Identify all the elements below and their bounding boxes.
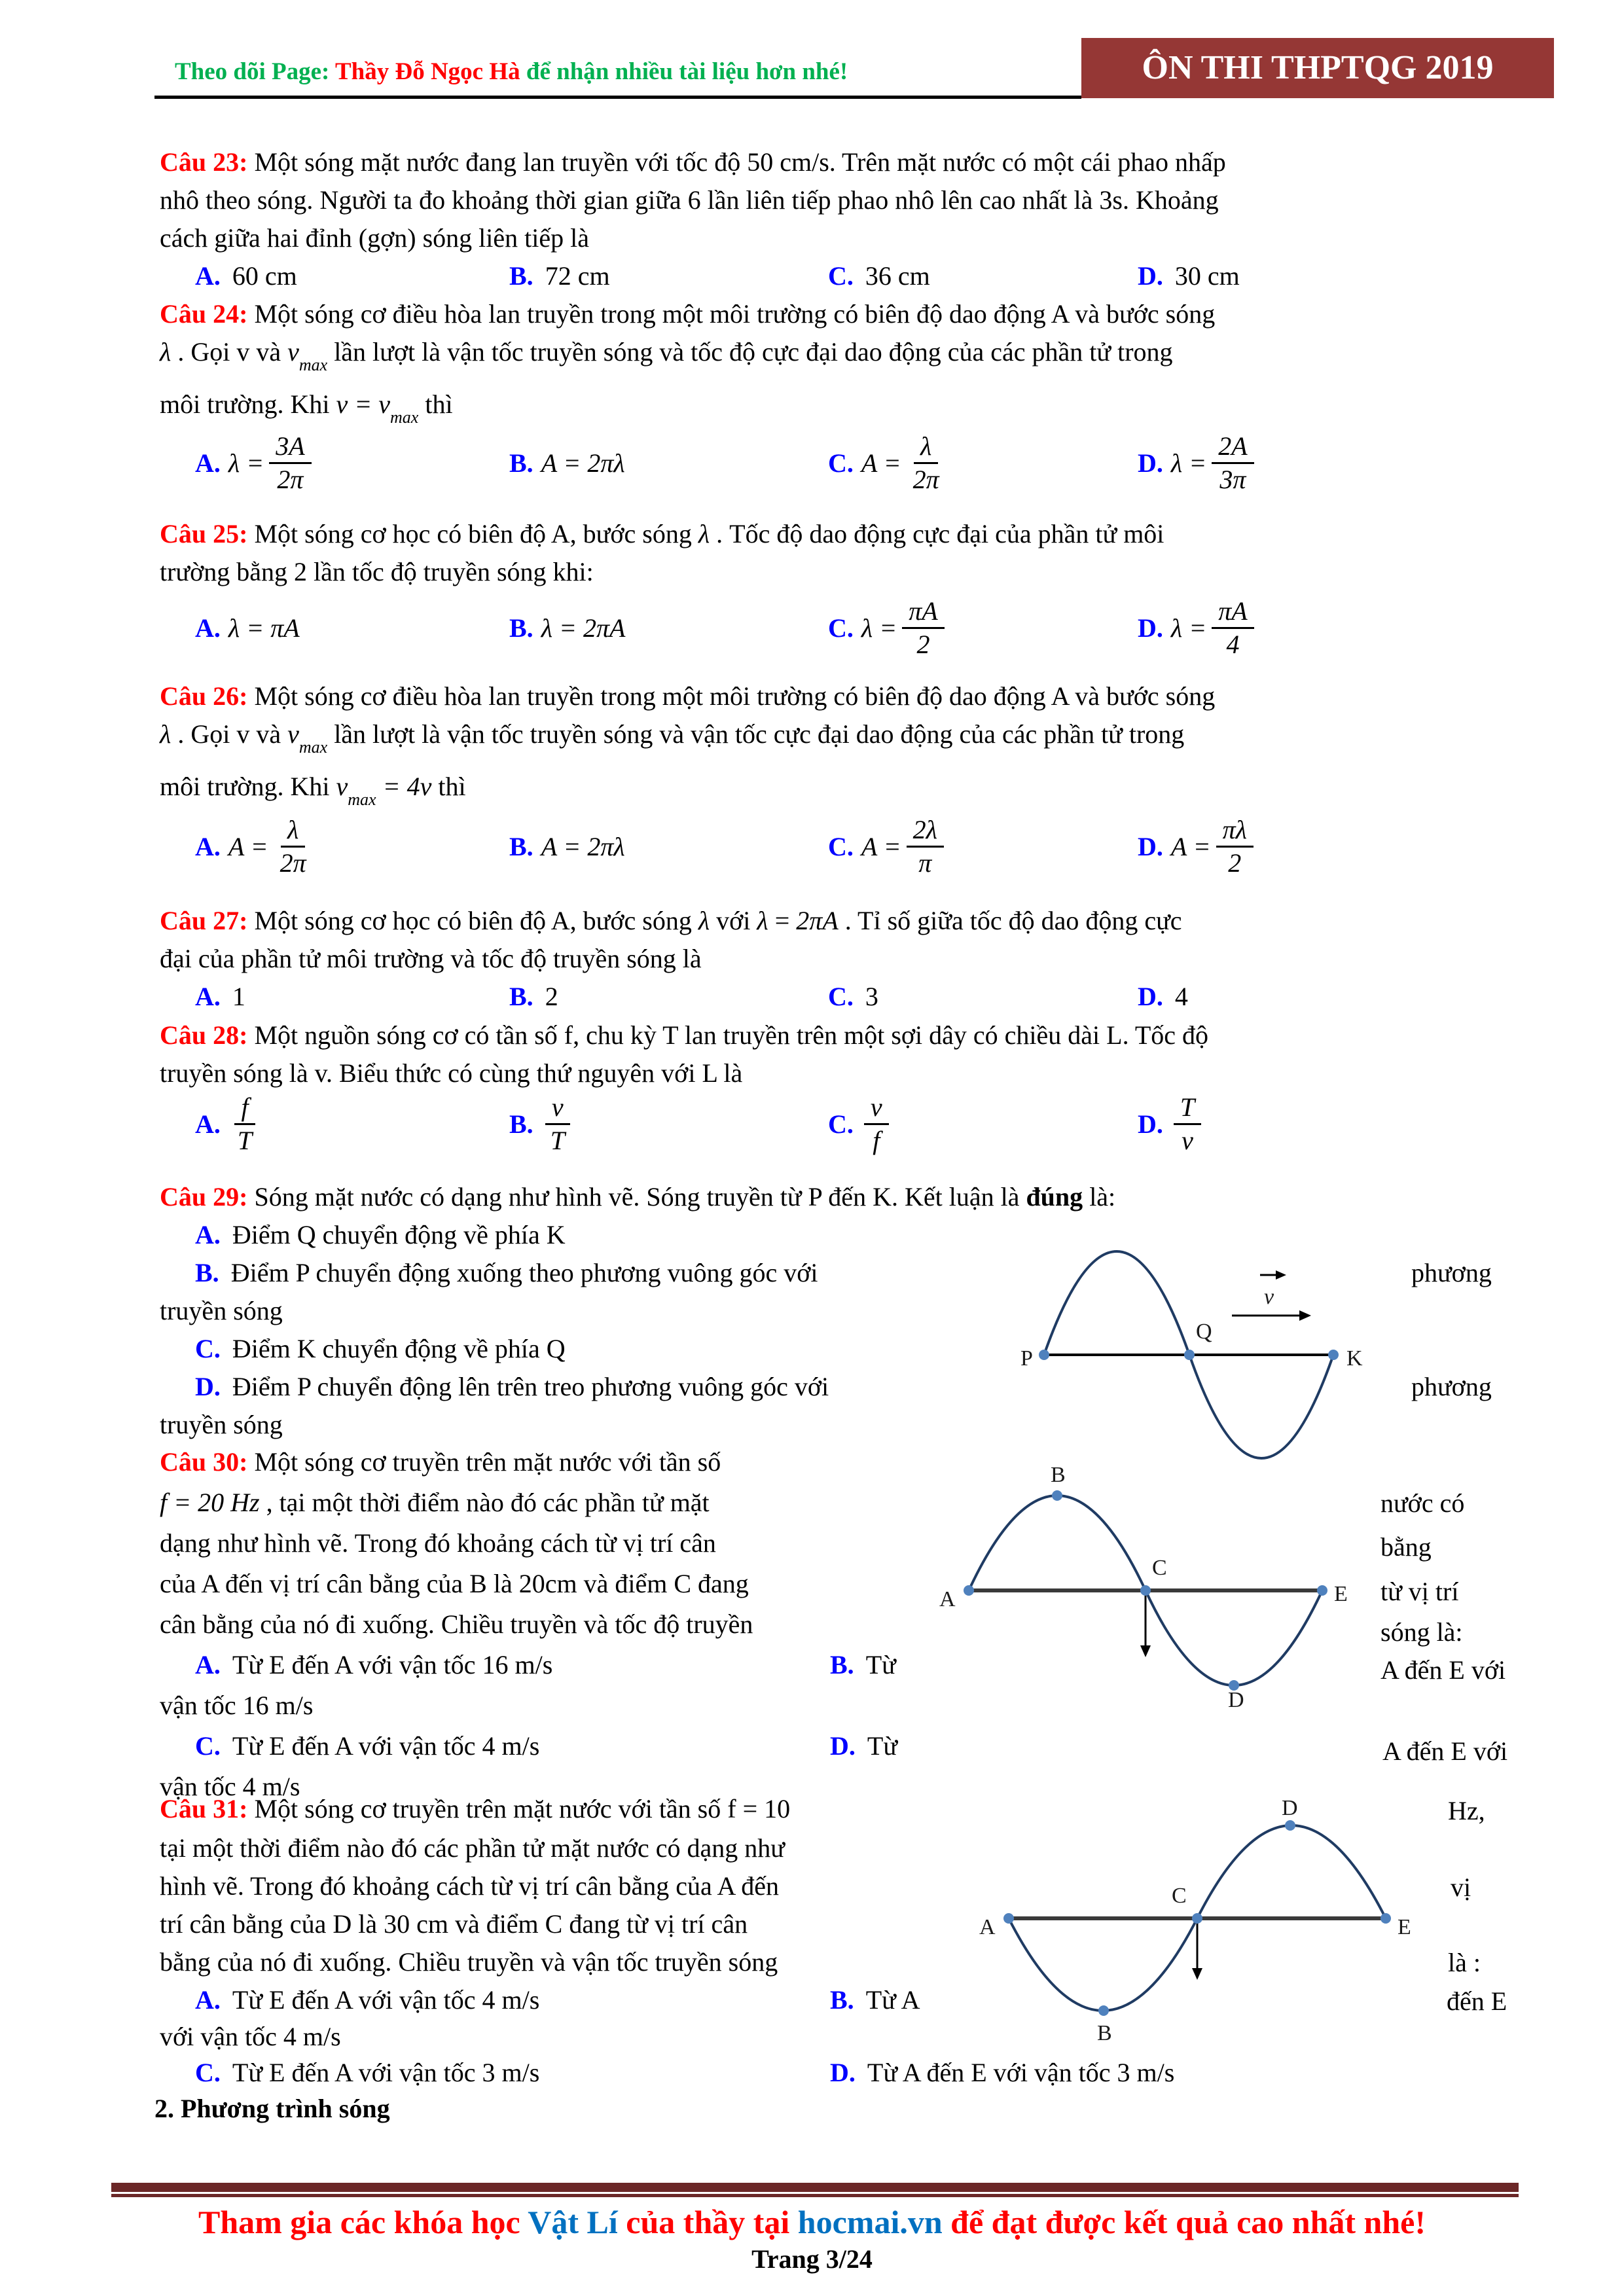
q28-option-d (1138, 1086, 1201, 1162)
point-label-K: K (1346, 1346, 1363, 1371)
text-segment: . Gọi v và (171, 337, 288, 367)
text-segment: bằng của nó đi xuống. Chiều truyền và vận tốc truyền sóng (160, 1947, 778, 1977)
text-segment: truyền sóng (160, 1296, 283, 1325)
q24-option-b (509, 425, 625, 501)
text-segment: λ (698, 519, 710, 548)
q30-line-3 (160, 1528, 716, 1559)
q23-line-3 (160, 223, 589, 254)
text-segment: 30 cm (1174, 261, 1240, 291)
text-segment: trí cân bằng của D là 30 cm và điểm C đang từ vị trí cân (160, 1909, 748, 1939)
q30-option-b-wrap (160, 1690, 313, 1721)
fraction (1212, 598, 1254, 658)
text-segment: Tham gia các khóa học (198, 2204, 528, 2240)
text-segment: A. (195, 1650, 227, 1679)
text-segment: tại một thời điểm nào đó các phần tử mặt nước có dạng như (160, 1833, 785, 1863)
fraction-denominator: v (1182, 1126, 1193, 1155)
q23-option-c (828, 260, 930, 292)
text-segment: của thầy tại (617, 2204, 798, 2240)
q25-line-2 (160, 556, 594, 588)
text-segment: Câu 31: (160, 1794, 255, 1823)
text-segment: cân bằng của nó đi xuống. Chiều truyền và tốc độ truyền (160, 1609, 753, 1639)
q26-option-c (828, 809, 944, 884)
fraction-numerator: 3A (269, 433, 311, 464)
option-letter: B. (509, 613, 533, 643)
text-segment: để nhận nhiều tài liệu hơn nhé! (526, 58, 848, 85)
fraction-denominator: 4 (1226, 630, 1240, 659)
text-segment: B. (509, 982, 540, 1011)
text-segment: vận tốc 4 m/s (160, 1772, 300, 1801)
formula-lhs: A = (1170, 832, 1211, 861)
text-segment: max (390, 408, 419, 427)
text-segment: Điểm Q chuyển động về phía K (232, 1220, 566, 1249)
q29-wrap-word-2: phương (1411, 1372, 1492, 1401)
text-segment: C. (828, 982, 860, 1011)
option-letter: C. (828, 832, 854, 861)
fraction-numerator: λ (914, 433, 938, 464)
text-segment: . Tỉ số giữa tốc độ dao động cực (838, 906, 1182, 935)
text-segment: môi trường. Khi (160, 389, 336, 419)
text-segment: Câu 30: (160, 1447, 255, 1477)
text-segment: Vật Lí (528, 2204, 618, 2240)
text-segment: 60 cm (232, 261, 297, 291)
formula-text: λ = πA (228, 613, 300, 643)
q31-line-3 (160, 1871, 779, 1902)
text-segment: 2πA (796, 906, 839, 935)
fraction (1216, 816, 1254, 877)
text-segment: đại của phần tử môi trường và tốc độ truyền sóng là (160, 944, 702, 973)
formula-text: A = 2πλ (541, 832, 625, 861)
fraction-denominator: 2π (280, 848, 306, 878)
text-segment: Từ E đến A với vận tốc 16 m/s (232, 1650, 553, 1679)
fraction-numerator: πA (1212, 598, 1254, 629)
text-segment: với (710, 906, 757, 935)
text-segment: truyền sóng (160, 1410, 283, 1439)
formula-lhs: λ = (1170, 448, 1207, 478)
text-segment: max (298, 355, 328, 374)
fraction (1212, 433, 1254, 493)
text-segment: λ (757, 906, 768, 935)
point-label-B: B (1097, 2021, 1112, 2045)
q23-option-a (195, 260, 297, 292)
fraction (544, 1094, 571, 1155)
text-segment: Từ E đến A với vận tốc 4 m/s (232, 1731, 540, 1761)
q31-line-2 (160, 1833, 785, 1864)
text-segment: trường bằng 2 lần tốc độ truyền sóng khi: (160, 557, 594, 586)
text-segment: Thầy Đỗ Ngọc Hà (334, 58, 526, 85)
point-dot-B (1098, 2005, 1109, 2016)
q27-line-2 (160, 943, 702, 975)
text-segment: Một sóng cơ học có biên độ A, bước sóng (254, 906, 698, 935)
fraction-denominator: π (918, 848, 932, 878)
q31-line-1 (160, 1793, 790, 1825)
formula-text: λ = 2πA (541, 613, 626, 643)
fraction (269, 433, 311, 493)
text-segment: Câu 28: (160, 1020, 255, 1050)
q31-option-d (830, 2057, 1174, 2089)
fraction (864, 1094, 889, 1155)
q25-option-d (1138, 590, 1254, 666)
fraction-denominator: 2 (1228, 848, 1242, 878)
text-segment: D. (830, 2058, 862, 2087)
formula-lhs: A = (861, 832, 901, 861)
text-segment: để đạt được kết quả cao nhất nhé! (942, 2204, 1426, 2240)
q25-line-1 (160, 518, 1164, 550)
text-segment: Từ A (865, 1985, 920, 2015)
fraction (907, 816, 944, 877)
q30-option-b (830, 1649, 896, 1681)
fraction-denominator: T (237, 1126, 253, 1155)
text-segment: Một sóng cơ truyền trên mặt nước với tần số (254, 1447, 721, 1477)
q31-wrap-word-4: đến E (1447, 1986, 1507, 2016)
point-label-A: A (979, 1915, 996, 1939)
page-number: Trang 3/24 (751, 2244, 873, 2274)
fraction-numerator: T (1174, 1094, 1201, 1125)
text-segment: max (298, 738, 328, 757)
text-segment: A. (195, 261, 227, 291)
option-letter: B. (509, 448, 533, 478)
q29-option-a (195, 1219, 566, 1251)
option-letter: D. (1138, 1109, 1163, 1139)
q31-wrap-word-2: vị (1451, 1873, 1471, 1902)
point-label-C: C (1172, 1884, 1187, 1908)
formula-text: A = 2πλ (541, 448, 625, 478)
q27-option-d (1138, 981, 1188, 1013)
wave-figure-q30 (936, 1466, 1355, 1708)
q30-wrap-word-5: A đến E với (1380, 1655, 1506, 1685)
fraction-denominator: T (550, 1126, 565, 1155)
text-segment: Câu 27: (160, 906, 255, 935)
q31-option-b (830, 1984, 920, 2016)
option-letter: D. (1138, 448, 1163, 478)
point-dot-Q (1184, 1350, 1195, 1360)
q30-line-5 (160, 1609, 753, 1640)
text-segment: thì (431, 772, 466, 801)
q28-line-1 (160, 1020, 1208, 1051)
text-segment: Từ (867, 1731, 898, 1761)
q23-option-b (509, 260, 610, 292)
q28-option-b (509, 1086, 571, 1162)
q27-option-c (828, 981, 878, 1013)
text-segment: v (287, 337, 299, 367)
text-segment: B. (509, 261, 540, 291)
text-segment: B. (830, 1985, 861, 2015)
point-label-Q: Q (1196, 1319, 1212, 1344)
q29-option-d-wrap (160, 1409, 283, 1441)
q25-option-b (509, 590, 625, 666)
text-segment: D. (1138, 982, 1170, 1011)
text-segment: đúng (1026, 1182, 1083, 1211)
text-segment: Một sóng cơ học có biên độ A, bước sóng (254, 519, 698, 548)
q31-line-4 (160, 1909, 748, 1940)
text-segment: vận tốc 16 m/s (160, 1691, 314, 1720)
formula-lhs: λ = (228, 448, 264, 478)
text-segment: lần lượt là vận tốc truyền sóng và tốc độ cực đại dao động của các phần tử trong (327, 337, 1173, 367)
text-segment: 1 (232, 982, 245, 1011)
fraction (231, 1094, 259, 1155)
text-segment: 4 (1174, 982, 1188, 1011)
text-segment: thì (418, 389, 453, 419)
text-segment: Sóng mặt nước có dạng như hình vẽ. Sóng truyền từ P đến K. Kết luận là (254, 1182, 1026, 1211)
fraction (902, 598, 944, 658)
text-segment: Theo dõi Page: (175, 58, 335, 85)
q30-line-2 (160, 1487, 710, 1518)
velocity-symbol: v (1264, 1285, 1274, 1309)
text-segment: λ (698, 906, 710, 935)
point-label-B: B (1051, 1466, 1066, 1487)
header-follow-text (175, 58, 848, 86)
text-segment: hình vẽ. Trong đó khoảng cách từ vị trí cân bằng của A đến (160, 1871, 779, 1901)
q30-option-c (195, 1731, 539, 1762)
q24-option-c (828, 425, 946, 501)
fraction (274, 816, 313, 877)
text-segment: Một sóng cơ truyền trên mặt nước với tần số f = 10 (254, 1794, 791, 1823)
q26-line-2 (160, 719, 1185, 757)
text-segment: Một sóng mặt nước đang lan truyền với tốc độ 50 cm/s. Trên mặt nước có một cái phao nhấp (254, 147, 1226, 177)
text-segment: A. (195, 1985, 227, 2015)
text-segment: A. (195, 1220, 227, 1249)
text-segment: v (287, 719, 299, 749)
text-segment: Câu 25: (160, 519, 255, 548)
q24-option-d (1138, 425, 1254, 501)
footer-promo-text (0, 2203, 1624, 2241)
point-label-D: D (1282, 1797, 1298, 1820)
footer-thin-bar (111, 2194, 1519, 2197)
option-letter: D. (1138, 832, 1163, 861)
q25-option-a (195, 590, 300, 666)
point-dot-A (1003, 1913, 1014, 1924)
q27-option-b (509, 981, 558, 1013)
text-segment: . Tốc độ dao động cực đại của phần tử môi (710, 519, 1164, 548)
option-letter: B. (509, 832, 533, 861)
text-segment: lần lượt là vận tốc truyền sóng và vận tốc cực đại dao động của các phần tử trong (327, 719, 1185, 749)
text-segment: là: (1083, 1182, 1116, 1211)
fraction-denominator: 2 (916, 630, 930, 659)
point-label-A: A (939, 1587, 956, 1611)
q31-wrap-word-1: Hz, (1448, 1796, 1485, 1825)
q26-line-1 (160, 681, 1215, 712)
q24-option-a (195, 425, 312, 501)
text-segment: Câu 24: (160, 299, 255, 329)
text-segment: C. (195, 1334, 227, 1363)
q23-option-d (1138, 260, 1240, 292)
option-letter: C. (828, 448, 854, 478)
point-dot-D (1285, 1820, 1295, 1831)
fraction-numerator: λ (281, 816, 305, 848)
fraction-denominator: 2π (912, 465, 939, 494)
fraction-numerator: πλ (1216, 816, 1254, 848)
vector-hat-arrowhead (1276, 1270, 1286, 1280)
point-dot-K (1328, 1350, 1339, 1360)
q23-line-1 (160, 147, 1226, 178)
footer-thick-bar (111, 2183, 1519, 2192)
text-segment: Từ E đến A với vận tốc 3 m/s (232, 2058, 540, 2087)
text-segment: Điểm K chuyển động về phía Q (232, 1334, 566, 1363)
wave-figure-q29 (1011, 1224, 1391, 1486)
text-segment: C. (195, 2058, 227, 2087)
down-arrowhead (1140, 1645, 1151, 1657)
point-label-E: E (1334, 1582, 1348, 1606)
text-segment: max (348, 790, 376, 809)
text-segment: 3 (865, 982, 878, 1011)
point-dot-E (1380, 1913, 1391, 1924)
fraction-numerator: f (234, 1094, 255, 1125)
fraction-denominator: 2π (277, 465, 304, 494)
text-segment: D. (830, 1731, 862, 1761)
text-segment: C. (195, 1731, 227, 1761)
q28-line-2 (160, 1058, 742, 1089)
q30-option-d (830, 1731, 897, 1762)
text-segment: D. (195, 1372, 227, 1401)
text-segment: của A đến vị trí cân bằng của B là 20cm và điểm C đang (160, 1569, 749, 1598)
q31-line-5 (160, 1946, 778, 1978)
text-segment: A. (195, 982, 227, 1011)
fraction-denominator: 3π (1219, 465, 1246, 494)
text-segment: Một sóng cơ điều hòa lan truyền trong một môi trường có biên độ dao động A và bước sóng (254, 299, 1216, 329)
text-segment: B. (195, 1258, 226, 1287)
q30-option-a (195, 1649, 552, 1681)
q27-option-a (195, 981, 245, 1013)
q30-wrap-word-1: nước có (1380, 1488, 1465, 1518)
option-letter: D. (1138, 613, 1163, 643)
text-segment: = 4v (376, 772, 432, 801)
text-segment: cách giữa hai đỉnh (gợn) sóng liên tiếp là (160, 223, 589, 253)
text-segment: = (768, 906, 797, 935)
point-label-E: E (1398, 1915, 1411, 1939)
text-segment: f = 20 Hz (160, 1488, 260, 1517)
text-segment: Một sóng cơ điều hòa lan truyền trong một môi trường có biên độ dao động A và bước sóng (254, 681, 1216, 711)
text-segment: λ (160, 719, 171, 749)
point-label-C: C (1152, 1556, 1167, 1580)
down-arrowhead (1192, 1968, 1202, 1980)
point-dot-A (964, 1585, 974, 1596)
fraction-denominator: f (873, 1126, 880, 1155)
fraction (907, 433, 946, 493)
fraction-numerator: v (864, 1094, 889, 1125)
text-segment: Từ E đến A với vận tốc 4 m/s (232, 1985, 540, 2015)
text-segment: hocmai.vn (797, 2204, 943, 2240)
q30-wrap-word-2: bằng (1380, 1532, 1432, 1562)
q31-wrap-word-3: là : (1448, 1948, 1481, 1977)
text-segment: truyền sóng là v. Biểu thức có cùng thứ nguyên với L là (160, 1058, 743, 1088)
point-dot-P (1039, 1350, 1049, 1360)
text-segment: Điểm P chuyển động xuống theo phương vuông góc với (230, 1258, 818, 1287)
point-label-P: P (1020, 1346, 1033, 1371)
point-dot-C (1192, 1913, 1202, 1924)
q27-line-1 (160, 905, 1182, 937)
fraction-numerator: πA (902, 598, 944, 629)
option-letter: A. (195, 1109, 221, 1139)
fraction-numerator: 2λ (907, 816, 944, 848)
text-segment: Câu 23: (160, 147, 255, 177)
q26-option-b (509, 809, 625, 884)
text-segment: Từ A đến E với vận tốc 3 m/s (867, 2058, 1175, 2087)
formula-lhs: A = (861, 448, 901, 478)
text-segment: Điểm P chuyển động lên trên treo phương vuông góc với (232, 1372, 829, 1401)
q30-wrap-word-6: A đến E với (1382, 1736, 1508, 1766)
q31-option-c (195, 2057, 539, 2089)
text-segment: nhô theo sóng. Người ta đo khoảng thời gian giữa 6 lần liên tiếp phao nhô lên cao nhất là 3s. Khoảng (160, 185, 1219, 215)
q26-option-a (195, 809, 313, 884)
text-segment: 2 (545, 982, 558, 1011)
q26-option-d (1138, 809, 1254, 884)
text-segment: B. (830, 1650, 861, 1679)
q30-line-1 (160, 1446, 721, 1478)
q25-option-c (828, 590, 945, 666)
wave-figure-q31 (975, 1797, 1440, 2052)
text-segment: môi trường. Khi (160, 772, 336, 801)
header-rule (154, 96, 1081, 99)
option-letter: A. (195, 832, 221, 861)
q29-option-d (195, 1371, 829, 1403)
point-label-D: D (1228, 1688, 1244, 1708)
formula-lhs: A = (228, 832, 268, 861)
velocity-arrowhead (1299, 1310, 1311, 1321)
point-dot-E (1317, 1585, 1327, 1596)
text-segment: λ (160, 337, 171, 367)
text-segment: Một nguồn sóng cơ có tần số f, chu kỳ T lan truyền trên một sợi dây có chiều dài L. Tốc độ (254, 1020, 1209, 1050)
text-segment: với vận tốc 4 m/s (160, 2022, 341, 2051)
text-segment: Câu 26: (160, 681, 255, 711)
q30-wrap-word-4: sóng là: (1380, 1617, 1463, 1647)
text-segment: dạng như hình vẽ. Trong đó khoảng cách từ vị trí cân (160, 1528, 716, 1558)
option-letter: A. (195, 613, 221, 643)
q24-line-1 (160, 298, 1215, 330)
point-dot-B (1052, 1490, 1062, 1501)
q30-line-4 (160, 1568, 749, 1600)
text-segment: v (336, 772, 348, 801)
q31-option-a (195, 1984, 539, 2016)
text-segment: 72 cm (545, 261, 610, 291)
fraction (1174, 1094, 1201, 1155)
text-segment: 36 cm (865, 261, 930, 291)
q23-line-2 (160, 185, 1219, 216)
q24-line-3 (160, 389, 453, 427)
text-segment: v = v (336, 389, 390, 419)
text-segment: Câu 29: (160, 1182, 255, 1211)
formula-lhs: λ = (861, 613, 897, 643)
option-letter: C. (828, 1109, 854, 1139)
section-heading: 2. Phương trình sóng (154, 2094, 390, 2123)
option-letter: A. (195, 448, 221, 478)
text-segment: C. (828, 261, 860, 291)
text-segment: , tại một thời điểm nào đó các phần tử mặt (259, 1488, 710, 1517)
option-letter: C. (828, 613, 854, 643)
fraction-numerator: v (545, 1094, 570, 1125)
text-segment: Từ (865, 1650, 896, 1679)
point-dot-C (1140, 1585, 1151, 1596)
formula-lhs: λ = (1170, 613, 1207, 643)
q28-option-c (828, 1086, 889, 1162)
q28-option-a (195, 1086, 259, 1162)
q29-option-c (195, 1333, 566, 1365)
fraction-numerator: 2A (1212, 433, 1254, 464)
q29-option-b (195, 1257, 818, 1289)
q31-option-b-wrap (160, 2021, 341, 2053)
q26-line-3 (160, 771, 466, 809)
option-letter: B. (509, 1109, 533, 1139)
text-segment: D. (1138, 261, 1170, 291)
q24-line-2 (160, 336, 1173, 374)
q29-wrap-word-1: phương (1411, 1258, 1492, 1287)
q29-line-1 (160, 1181, 1115, 1213)
q29-option-b-wrap (160, 1295, 283, 1327)
text-segment: . Gọi v và (171, 719, 288, 749)
q30-wrap-word-3: từ vị trí (1380, 1577, 1459, 1606)
exam-banner: ÔN THI THPTQG 2019 (1081, 38, 1554, 98)
